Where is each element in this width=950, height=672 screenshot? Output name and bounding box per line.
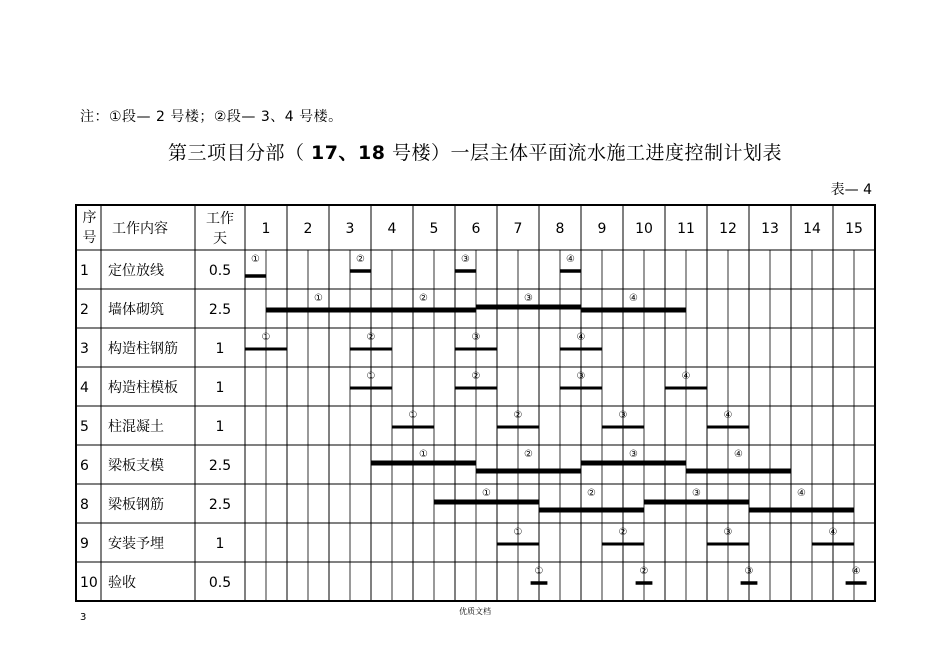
row-work-content: 梁板钢筋 <box>108 497 164 513</box>
segment-mark-1: ① <box>513 527 523 538</box>
segment-mark-2: ② <box>513 410 523 421</box>
progress-bar-segment-2 <box>455 387 497 390</box>
header-day-2: 2 <box>303 221 313 237</box>
row-seq-number: 9 <box>80 536 89 552</box>
segment-mark-4: ④ <box>566 254 575 265</box>
segment-mark-2: ② <box>524 449 533 460</box>
segment-mark-3: ③ <box>524 293 533 304</box>
segment-mark-1: ① <box>314 293 323 304</box>
row-work-content: 定位放线 <box>108 263 164 279</box>
row-seq-number: 1 <box>80 263 89 279</box>
segment-mark-3: ③ <box>744 566 754 577</box>
header-day-12: 12 <box>719 221 737 237</box>
segment-mark-2: ② <box>366 332 376 343</box>
segment-mark-2: ② <box>587 488 596 499</box>
segment-mark-1: ① <box>482 488 491 499</box>
table-number: 表— 4 <box>830 182 872 198</box>
segment-mark-3: ③ <box>618 410 628 421</box>
progress-bar-segment-2 <box>350 269 371 273</box>
segment-mark-1: ① <box>419 449 428 460</box>
header-day-15: 15 <box>845 221 863 237</box>
progress-bar-segment-1 <box>392 426 434 429</box>
progress-bar-segment-2 <box>602 543 644 546</box>
progress-bar-segment-1 <box>531 581 548 585</box>
row-work-content: 柱混凝土 <box>108 419 164 435</box>
segment-mark-4: ④ <box>576 332 586 343</box>
header-day-4: 4 <box>387 221 397 237</box>
segment-mark-1: ① <box>366 371 376 382</box>
segment-mark-4: ④ <box>734 449 743 460</box>
progress-bar-segment-3 <box>476 305 581 310</box>
segment-mark-1: ① <box>251 254 260 265</box>
title-building-numbers: 17、18 <box>311 142 386 164</box>
progress-bar-segment-2 <box>636 581 653 585</box>
header-seq-char-2: 号 <box>82 230 97 246</box>
progress-bar-segment-4 <box>560 348 602 351</box>
progress-bar-segment-1 <box>350 387 392 390</box>
header-day-5: 5 <box>429 221 439 237</box>
row-work-content: 墙体砌筑 <box>108 302 164 318</box>
segment-mark-2: ② <box>471 371 481 382</box>
progress-bar-segment-2 <box>497 426 539 429</box>
progress-bar-segment-2 <box>476 469 581 474</box>
progress-bar-segment-4 <box>560 269 581 273</box>
row-seq-number: 6 <box>80 458 89 474</box>
progress-bar-segment-3 <box>644 500 749 505</box>
progress-bar-segment-1 <box>245 348 287 351</box>
progress-bar-segment-2 <box>371 308 476 313</box>
progress-bar-segment-1 <box>497 543 539 546</box>
header-day-14: 14 <box>803 221 821 237</box>
segment-mark-2: ② <box>356 254 365 265</box>
segment-mark-3: ③ <box>723 527 733 538</box>
segment-mark-3: ③ <box>629 449 638 460</box>
row-work-content: 验收 <box>108 575 136 591</box>
progress-bar-segment-4 <box>665 387 707 390</box>
row-work-content: 构造柱模板 <box>108 380 178 396</box>
segment-mark-1: ① <box>534 566 544 577</box>
segment-mark-3: ③ <box>471 332 481 343</box>
segment-mark-2: ② <box>618 527 628 538</box>
row-work-days: 1 <box>215 380 225 396</box>
progress-bar-segment-4 <box>581 308 686 313</box>
segment-mark-1: ① <box>408 410 418 421</box>
progress-bar-segment-4 <box>707 426 749 429</box>
progress-bar-segment-4 <box>812 543 854 546</box>
progress-bar-segment-3 <box>455 348 497 351</box>
header-day-6: 6 <box>471 221 481 237</box>
title-suffix: 号楼）一层主体平面流水施工进度控制计划表 <box>385 142 782 164</box>
row-work-days: 2.5 <box>208 458 232 474</box>
footer-watermark-text: 优质文档 <box>459 607 491 616</box>
progress-bar-segment-3 <box>741 581 758 585</box>
row-work-content: 构造柱钢筋 <box>108 341 178 357</box>
segment-mark-3: ③ <box>461 254 470 265</box>
progress-bar-segment-3 <box>581 461 686 466</box>
header-day-3: 3 <box>345 221 355 237</box>
row-seq-number: 8 <box>80 497 89 513</box>
table-border <box>76 205 875 601</box>
progress-bar-segment-3 <box>707 543 749 546</box>
segment-mark-2: ② <box>419 293 428 304</box>
progress-bar-segment-1 <box>245 274 266 278</box>
progress-bar-segment-4 <box>749 508 854 513</box>
page-number: 3 <box>80 612 87 623</box>
progress-bar-segment-1 <box>434 500 539 505</box>
title-prefix: 第三项目分部（ <box>168 142 312 164</box>
row-work-days: 1 <box>215 536 225 552</box>
header-day-1: 1 <box>261 221 271 237</box>
progress-bar-segment-2 <box>350 348 392 351</box>
row-work-days: 1 <box>215 419 225 435</box>
row-seq-number: 10 <box>80 575 98 591</box>
row-work-days: 0.5 <box>208 575 232 591</box>
segment-mark-4: ④ <box>723 410 733 421</box>
header-day-7: 7 <box>513 221 523 237</box>
segment-mark-4: ④ <box>629 293 638 304</box>
header-day-8: 8 <box>555 221 565 237</box>
note-text: 注：①段— 2 号楼；②段— 3、4 号楼。 <box>80 109 343 125</box>
row-work-content: 安装予埋 <box>108 536 164 552</box>
header-day-13: 13 <box>761 221 779 237</box>
row-work-days: 2.5 <box>208 497 232 513</box>
progress-bar-segment-3 <box>455 269 476 273</box>
row-seq-number: 5 <box>80 419 89 435</box>
row-work-days: 2.5 <box>208 302 232 318</box>
progress-bar-segment-2 <box>539 508 644 513</box>
row-work-days: 1 <box>215 341 225 357</box>
segment-mark-4: ④ <box>681 371 691 382</box>
segment-mark-4: ④ <box>828 527 838 538</box>
row-work-days: 0.5 <box>208 263 232 279</box>
progress-bar-segment-3 <box>560 387 602 390</box>
progress-bar-segment-1 <box>371 461 476 466</box>
row-work-content: 梁板支模 <box>108 458 164 474</box>
segment-mark-1: ① <box>261 332 271 343</box>
header-day-9: 9 <box>597 221 607 237</box>
header-work-days-line-1: 工作 <box>206 211 234 227</box>
progress-bar-segment-4 <box>686 469 791 474</box>
progress-bar-segment-1 <box>266 308 371 313</box>
header-day-11: 11 <box>677 221 695 237</box>
progress-bar-segment-4 <box>846 581 867 585</box>
header-work-content: 工作内容 <box>112 221 168 237</box>
progress-bar-segment-3 <box>602 426 644 429</box>
row-seq-number: 4 <box>80 380 89 396</box>
segment-mark-4: ④ <box>851 566 861 577</box>
header-seq-char-1: 序 <box>82 210 97 226</box>
header-day-10: 10 <box>635 221 653 237</box>
row-seq-number: 3 <box>80 341 89 357</box>
segment-mark-3: ③ <box>692 488 701 499</box>
segment-mark-2: ② <box>639 566 649 577</box>
row-seq-number: 2 <box>80 302 89 318</box>
segment-mark-4: ④ <box>797 488 806 499</box>
segment-mark-3: ③ <box>576 371 586 382</box>
header-work-days-line-2: 天 <box>213 231 227 247</box>
